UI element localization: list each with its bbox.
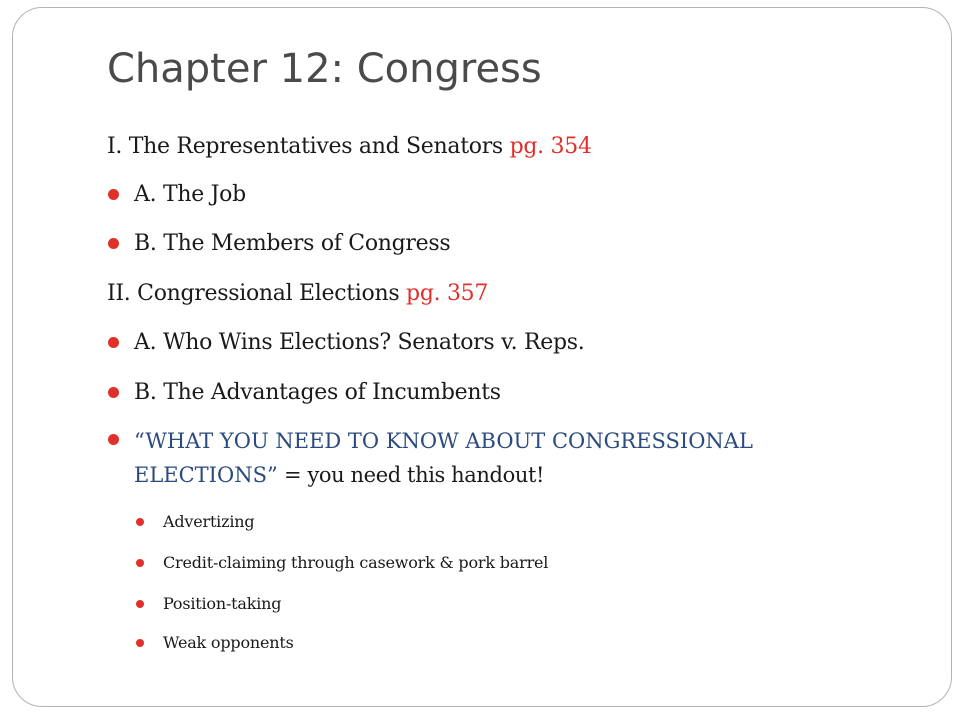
page-ref-357: pg. 357 — [406, 281, 489, 306]
outline-item-members: B. The Members of Congress — [134, 231, 451, 256]
sub-item-position-taking: Position-taking — [163, 594, 282, 613]
bullet-icon — [108, 337, 119, 348]
slide-title: Chapter 12: Congress — [107, 46, 542, 92]
outline-heading-2 — [107, 279, 488, 309]
outline-item-who-wins: A. Who Wins Elections? Senators v. Reps. — [134, 330, 585, 355]
outline-heading-1 — [107, 132, 592, 162]
bullet-icon — [108, 434, 119, 445]
bullet-icon — [108, 189, 119, 200]
sub-item-weak-opponents: Weak opponents — [163, 633, 294, 652]
outline-item-advantages: B. The Advantages of Incumbents — [134, 380, 501, 405]
sub-bullet-icon — [136, 600, 144, 608]
handout-tail-text: = you need this handout! — [277, 463, 545, 487]
outline-heading-2-text: II. Congressional Elections — [107, 281, 407, 306]
page-ref-354: pg. 354 — [509, 134, 592, 159]
sub-bullet-icon — [136, 639, 144, 647]
bullet-icon — [108, 238, 119, 249]
handout-caps-text: “WHAT YOU NEED TO KNOW ABOUT CONGRESSIONAL ELECTIONS” — [134, 429, 753, 487]
sub-item-credit-claiming: Credit-claiming through casework & pork barrel — [163, 553, 549, 572]
sub-bullet-icon — [136, 559, 144, 567]
sub-bullet-icon — [136, 518, 144, 526]
bullet-icon — [108, 387, 119, 398]
outline-item-job: A. The Job — [134, 182, 246, 207]
sub-item-advertizing: Advertizing — [163, 512, 255, 531]
outline-heading-1-text: I. The Representatives and Senators — [107, 134, 510, 159]
outline-item-handout — [134, 424, 874, 492]
